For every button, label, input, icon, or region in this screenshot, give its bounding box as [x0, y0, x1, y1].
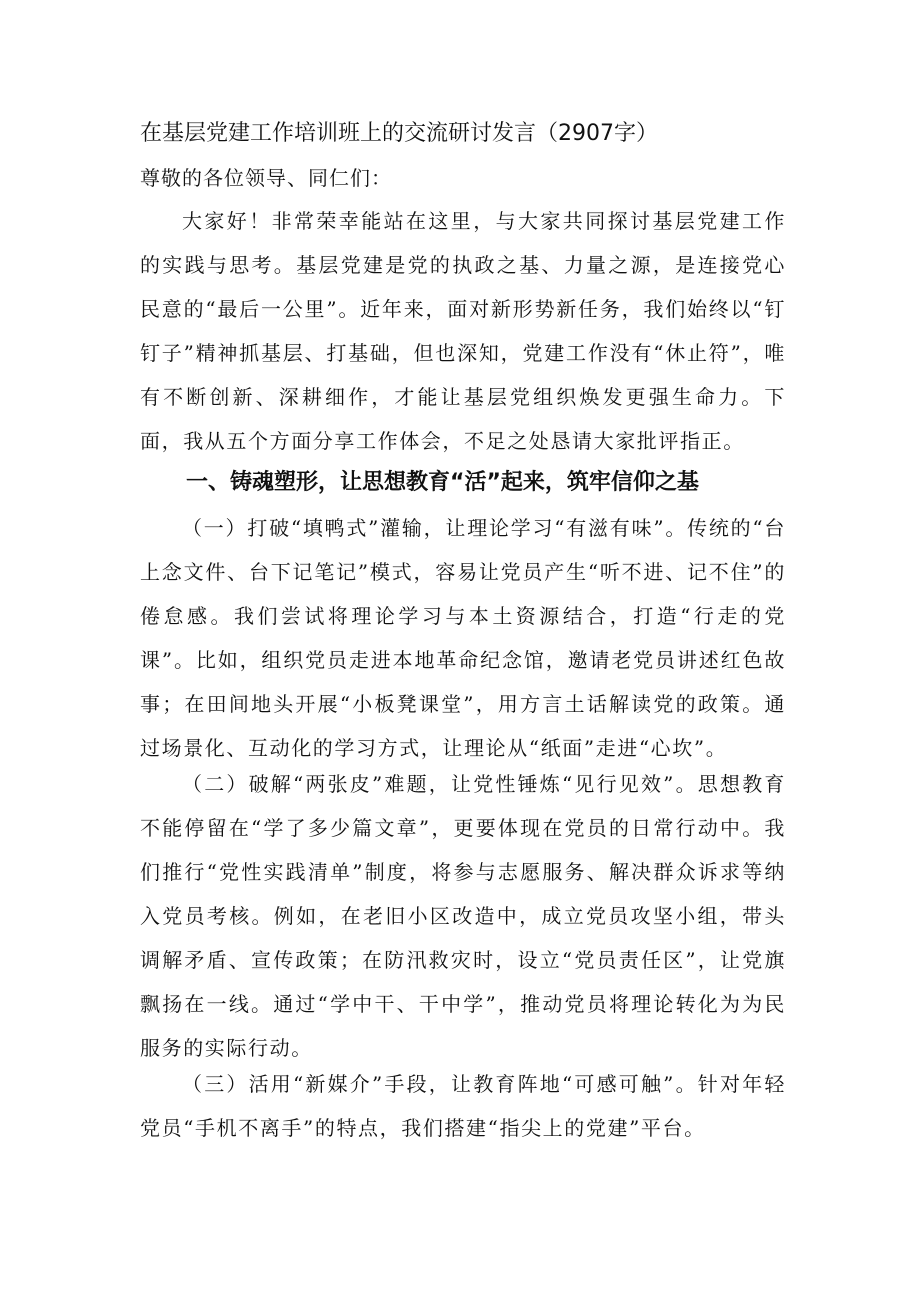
section-1-paragraph-3: （三）活用“新媒介”手段，让教育阵地“可感可触”。针对年轻党员“手机不离手”的特点，我们搭建“指尖上的党建”平台。 [140, 1072, 786, 1140]
section-1-paragraph-2: （二）破解“两张皮”难题，让党性锤炼“见行见效”。思想教育不能停留在“学了多少篇文章”，更要体现在党员的日常行动中。我们推行“党性实践清单”制度，将参与志愿服务、解决群众诉求等纳入党员考核。例如，在老旧小区改造中，成立党员攻坚小组，带头调解矛盾、宣传政策；在防汛救灾时，设立“党员责任区”，让党旗飘扬在一线。通过“学中干、干中学”，推动党员将理论转化为为民服务的实际行动。 [140, 772, 786, 1060]
document-title: 在基层党建工作培训班上的交流研讨发言（2907字） [140, 121, 658, 146]
intro-paragraph: 大家好！非常荣幸能站在这里，与大家共同探讨基层党建工作的实践与思考。基层党建是党的执政之基、力量之源，是连接党心民意的“最后一公里”。近年来，面对新形势新任务，我们始终以“钉钉子”精神抓基层、打基础，但也深知，党建工作没有“休止符”，唯有不断创新、深耕细作，才能让基层党组织焕发更强生命力。下面，我从五个方面分享工作体会，不足之处恳请大家批评指正。 [140, 209, 786, 453]
section-heading-1: 一、铸魂塑形，让思想教育“活”起来，筑牢信仰之基 [186, 470, 699, 495]
section-1-paragraph-1: （一）打破“填鸭式”灌输，让理论学习“有滋有味”。传统的“台上念文件、台下记笔记”模式，容易让党员产生“听不进、记不住”的倦怠感。我们尝试将理论学习与本土资源结合，打造“行走的党课”。比如，组织党员走进本地革命纪念馆，邀请老党员讲述红色故事；在田间地头开展“小板凳课堂”，用方言土话解读党的政策。通过场景化、互动化的学习方式，让理论从“纸面”走进“心坎”。 [140, 516, 786, 760]
salutation: 尊敬的各位领导、同仁们： [140, 166, 392, 190]
